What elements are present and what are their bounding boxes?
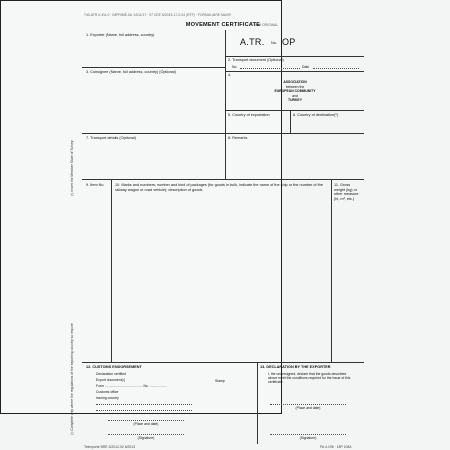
transport-no-label: No. [232, 65, 238, 69]
divider [225, 30, 226, 133]
divider [225, 56, 364, 57]
transport-document-label: 2. Transport document (Optional) [228, 58, 284, 62]
no-label: No. [271, 41, 277, 45]
side-note-2: (²) Complete only where the regulations of the exporting country so require [70, 323, 74, 435]
footer-left: Telexporte BRE 3/2012-02 6/2013 [84, 445, 136, 449]
european-community-label: EUROPEAN COMMUNITY [274, 89, 316, 93]
customs-dotline [96, 410, 192, 411]
top-right-note: WM ORIGINAL [255, 23, 279, 27]
remarks-label: 8. Remarks [228, 136, 248, 140]
transport-details-label: 7. Transport details (Optional) [86, 136, 137, 140]
customs-line-4: Customs office [96, 390, 119, 394]
atr-label: A.TR. [240, 37, 265, 47]
country-exportation-label: 5. Country of exportation [228, 113, 270, 117]
country-destination-label: 6. Country of destination(¹) [293, 113, 338, 117]
declaration-place-date-label: (Place and date) [295, 406, 321, 410]
customs-line-5: Issuing country [96, 396, 119, 400]
customs-dotline [108, 420, 184, 421]
goods-description-label: 10. Marks and numbers; number and kind of packages (for goods in bulk, indicate the name of the ship or the number of the railway wagon or road vehicle); description of goods [115, 183, 323, 192]
customs-dotline [96, 404, 192, 405]
customs-place-date-label: (Place and date) [133, 422, 159, 426]
customs-signature-label: (Signature) [137, 436, 155, 440]
transport-date-line [313, 68, 359, 69]
declaration-text: I, the undersigned, declare that the goods described above meet the conditions required for the issue of this certificate. [268, 372, 351, 385]
declaration-dotline [270, 434, 346, 435]
stamp-label: Stamp [215, 379, 225, 383]
turkey-label: TURKEY [288, 98, 302, 102]
between-label: between the [285, 84, 305, 89]
divider [225, 71, 364, 72]
customs-line-1: Declaration certified [96, 372, 126, 376]
certificate-title: MOVEMENT CERTIFICATE [185, 22, 261, 28]
customs-line-3: Form ........................................ No. .................. [96, 384, 167, 388]
divider [225, 110, 364, 111]
divider [82, 362, 364, 363]
customs-endorsement-label: 12. CUSTOMS ENDORSEMENT [86, 365, 142, 369]
declaration-signature-label: (Signature) [299, 436, 317, 440]
divider [82, 179, 364, 180]
consignee-label: 3. Consignee (Name, full address, country) (Optional) [86, 70, 176, 74]
field-4-label: 4. [228, 73, 232, 77]
item-no-label: 9. Item No [86, 183, 104, 187]
exporter-label: 1. Exporter (Name, full address, country) [86, 33, 155, 37]
gross-weight-label: 11. Gross weight (kg) or other measure (hl, m³, etc.) [334, 183, 359, 201]
divider [82, 133, 364, 134]
association-label: ASSOCIATION [283, 80, 307, 84]
serial-number: OP [282, 37, 296, 47]
footer-right: PA 4-196 · 18P 108A [320, 445, 352, 449]
side-note-1: (¹) Insert the Member State of Turkey [70, 140, 74, 196]
declaration-label: 13. DECLARATION BY THE EXPORTER [260, 365, 331, 369]
divider [225, 133, 226, 179]
divider [257, 362, 258, 444]
customs-dotline [108, 434, 184, 435]
and-label: and [292, 93, 298, 98]
top-note: 740-ATR-K-EA-0 · IMPRIMÉ AU 14/11/17 · 97 CEE 6/2013-17-2-04 (RTF) · FORMULAIRE MA/09 [84, 13, 231, 17]
customs-line-2: Export document(²) [96, 378, 126, 382]
transport-date-label: Date [302, 65, 310, 69]
divider [111, 179, 112, 362]
divider [331, 179, 332, 362]
divider [82, 67, 225, 68]
divider [290, 110, 291, 133]
transport-no-line [240, 68, 300, 69]
declaration-dotline [270, 404, 346, 405]
